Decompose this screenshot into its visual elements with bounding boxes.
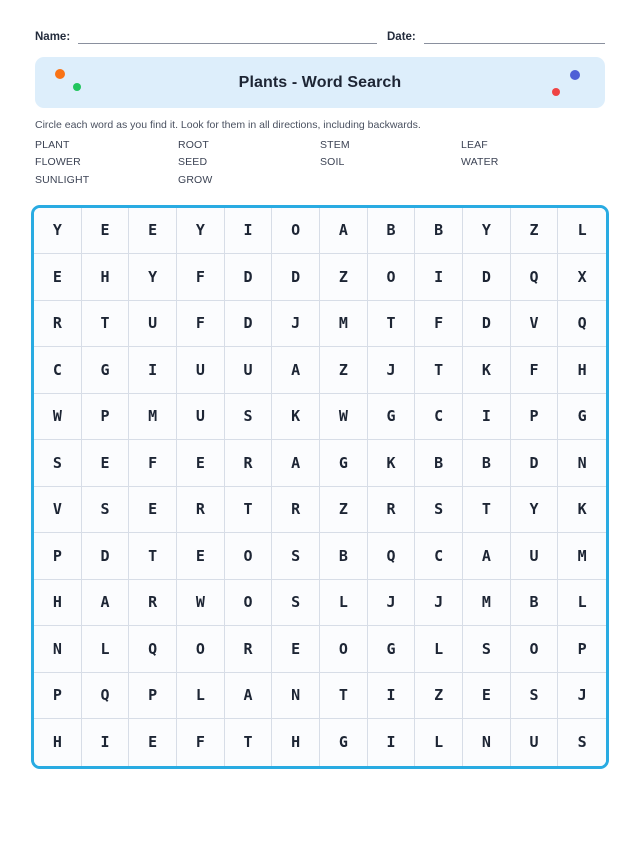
word-list-item[interactable]: FLOWER (35, 156, 81, 169)
word-list-item[interactable]: GROW (178, 174, 213, 187)
grid-cell[interactable]: W (177, 580, 225, 627)
grid-cell[interactable]: M (463, 580, 511, 627)
name-field-group (35, 30, 387, 44)
grid-cell[interactable]: P (511, 394, 559, 441)
grid-cell[interactable]: I (463, 394, 511, 441)
title-banner (35, 57, 605, 108)
instructions-text: Circle each word as you find it. Look for them in all directions, including backwards. (35, 119, 421, 131)
grid-cell[interactable]: P (558, 626, 606, 673)
grid-cell[interactable]: D (272, 254, 320, 301)
grid-cell[interactable]: E (129, 719, 177, 766)
grid-cell[interactable]: I (129, 347, 177, 394)
grid-cell[interactable]: E (463, 673, 511, 720)
grid-cell[interactable]: T (82, 301, 130, 348)
name-date-row (0, 30, 640, 44)
grid-cell[interactable]: Q (558, 301, 606, 348)
grid-cell[interactable]: D (82, 533, 130, 580)
orange-dot-icon (55, 69, 65, 79)
grid-cell[interactable]: O (320, 626, 368, 673)
grid-cell[interactable]: M (129, 394, 177, 441)
grid-cell[interactable]: H (272, 719, 320, 766)
red-dot-icon (552, 88, 560, 96)
grid-cell[interactable]: O (225, 533, 273, 580)
grid-cell[interactable]: O (368, 254, 416, 301)
grid-cell[interactable]: B (368, 208, 416, 255)
grid-cell[interactable]: Y (177, 208, 225, 255)
grid-cell[interactable]: D (225, 301, 273, 348)
grid-cell[interactable]: D (511, 440, 559, 487)
grid-cell[interactable]: A (463, 533, 511, 580)
grid-cell[interactable]: G (368, 626, 416, 673)
grid-cell[interactable]: A (272, 347, 320, 394)
grid-cell[interactable]: R (368, 487, 416, 534)
grid-cell[interactable]: U (177, 394, 225, 441)
blue-dot-icon (570, 70, 580, 80)
grid-cell[interactable]: E (177, 533, 225, 580)
grid-cell[interactable]: W (34, 394, 82, 441)
grid-cell[interactable]: M (320, 301, 368, 348)
grid-cell[interactable]: C (415, 533, 463, 580)
grid-cell[interactable]: B (463, 440, 511, 487)
grid-cell[interactable]: S (511, 673, 559, 720)
grid-cell[interactable]: O (272, 208, 320, 255)
grid-cell[interactable]: C (34, 347, 82, 394)
grid-cell[interactable]: D (463, 301, 511, 348)
grid-cell[interactable]: C (415, 394, 463, 441)
grid-cell[interactable]: H (34, 719, 82, 766)
grid-cell[interactable]: H (558, 347, 606, 394)
grid-cell[interactable]: T (320, 673, 368, 720)
grid-cell[interactable]: A (82, 580, 130, 627)
grid-cell[interactable]: R (225, 626, 273, 673)
grid-cell[interactable]: A (225, 673, 273, 720)
worksheet-page (0, 30, 640, 859)
grid-cell[interactable]: S (415, 487, 463, 534)
grid-cell[interactable]: L (415, 626, 463, 673)
grid-cell[interactable]: V (511, 301, 559, 348)
green-dot-icon (73, 83, 81, 91)
grid-cell[interactable]: S (558, 719, 606, 766)
grid-cell[interactable]: P (129, 673, 177, 720)
grid-cell[interactable]: P (34, 673, 82, 720)
grid-cell[interactable]: Q (368, 533, 416, 580)
grid-cell[interactable]: S (225, 394, 273, 441)
grid-cell[interactable]: R (34, 301, 82, 348)
grid-cell[interactable]: K (272, 394, 320, 441)
grid-cell[interactable]: N (34, 626, 82, 673)
date-field-group (387, 30, 605, 44)
grid-cell[interactable]: S (82, 487, 130, 534)
grid-cell[interactable]: Y (511, 487, 559, 534)
grid-cell[interactable]: M (558, 533, 606, 580)
name-label: Name: (35, 31, 71, 43)
name-input-line[interactable] (78, 30, 377, 44)
grid-cell[interactable]: Y (129, 254, 177, 301)
grid-cell[interactable]: I (225, 208, 273, 255)
grid-cell[interactable]: A (320, 208, 368, 255)
grid-cell[interactable]: L (320, 580, 368, 627)
grid-cell[interactable]: N (272, 673, 320, 720)
grid-cell[interactable]: T (225, 719, 273, 766)
grid-cell[interactable]: K (368, 440, 416, 487)
grid-cell[interactable]: G (320, 719, 368, 766)
grid-cell[interactable]: F (415, 301, 463, 348)
grid-cell[interactable]: Z (320, 347, 368, 394)
grid-cell[interactable]: L (558, 580, 606, 627)
word-search-grid[interactable] (34, 208, 606, 766)
grid-cell[interactable]: Q (129, 626, 177, 673)
grid-cell[interactable]: D (463, 254, 511, 301)
grid-cell[interactable]: T (368, 301, 416, 348)
grid-cell[interactable]: B (415, 440, 463, 487)
grid-cell[interactable]: S (463, 626, 511, 673)
grid-cell[interactable]: J (368, 580, 416, 627)
word-list-item[interactable]: WATER (461, 156, 499, 169)
grid-cell[interactable]: F (129, 440, 177, 487)
grid-cell[interactable]: Z (320, 254, 368, 301)
grid-cell[interactable]: E (82, 440, 130, 487)
grid-cell[interactable]: S (34, 440, 82, 487)
grid-cell[interactable]: R (225, 440, 273, 487)
word-list-item[interactable]: SUNLIGHT (35, 174, 90, 187)
grid-cell[interactable]: T (129, 533, 177, 580)
grid-cell[interactable]: L (82, 626, 130, 673)
grid-cell[interactable]: P (34, 533, 82, 580)
grid-cell[interactable]: F (177, 719, 225, 766)
grid-cell[interactable]: Z (511, 208, 559, 255)
grid-cell[interactable]: T (225, 487, 273, 534)
grid-cell[interactable]: E (177, 440, 225, 487)
grid-cell[interactable]: J (272, 301, 320, 348)
grid-cell[interactable]: U (225, 347, 273, 394)
grid-cell[interactable]: F (511, 347, 559, 394)
grid-cell[interactable]: R (129, 580, 177, 627)
grid-cell[interactable]: V (34, 487, 82, 534)
grid-cell[interactable]: D (225, 254, 273, 301)
word-list-item[interactable]: PLANT (35, 138, 70, 151)
grid-cell[interactable]: I (368, 719, 416, 766)
grid-cell[interactable]: R (272, 487, 320, 534)
grid-cell[interactable]: G (558, 394, 606, 441)
grid-cell[interactable]: U (511, 719, 559, 766)
grid-cell[interactable]: Q (82, 673, 130, 720)
grid-cell[interactable]: U (511, 533, 559, 580)
grid-cell[interactable]: Z (320, 487, 368, 534)
grid-cell[interactable]: T (463, 487, 511, 534)
grid-cell[interactable]: B (415, 208, 463, 255)
grid-cell[interactable]: S (272, 533, 320, 580)
grid-cell[interactable]: F (177, 301, 225, 348)
word-list-item[interactable]: LEAF (461, 138, 488, 151)
grid-cell[interactable]: T (415, 347, 463, 394)
grid-cell[interactable]: G (368, 394, 416, 441)
word-list (35, 138, 605, 188)
word-list-item[interactable]: SOIL (320, 156, 345, 169)
grid-cell[interactable]: X (558, 254, 606, 301)
grid-cell[interactable]: K (558, 487, 606, 534)
grid-cell[interactable]: S (272, 580, 320, 627)
grid-cell[interactable]: O (177, 626, 225, 673)
grid-cell[interactable]: L (558, 208, 606, 255)
grid-cell[interactable]: K (463, 347, 511, 394)
grid-cell[interactable]: N (558, 440, 606, 487)
grid-cell[interactable]: E (129, 208, 177, 255)
grid-cell[interactable]: W (320, 394, 368, 441)
grid-cell[interactable]: L (177, 673, 225, 720)
date-input-line[interactable] (424, 30, 605, 44)
grid-cell[interactable]: E (82, 208, 130, 255)
grid-cell[interactable]: B (320, 533, 368, 580)
word-search-grid-container (31, 205, 609, 769)
grid-cell[interactable]: A (272, 440, 320, 487)
grid-cell[interactable]: I (82, 719, 130, 766)
grid-cell[interactable]: R (177, 487, 225, 534)
grid-cell[interactable]: Z (415, 673, 463, 720)
word-list-item[interactable]: STEM (320, 138, 350, 151)
grid-cell[interactable]: H (34, 580, 82, 627)
grid-cell[interactable]: J (415, 580, 463, 627)
grid-cell[interactable]: B (511, 580, 559, 627)
grid-cell[interactable]: N (463, 719, 511, 766)
grid-cell[interactable]: G (320, 440, 368, 487)
word-list-item[interactable]: ROOT (178, 138, 209, 151)
date-label: Date: (387, 31, 416, 43)
page-title: Plants - Word Search (238, 73, 402, 91)
grid-cell[interactable]: I (415, 254, 463, 301)
grid-cell[interactable]: Q (511, 254, 559, 301)
grid-cell[interactable]: O (225, 580, 273, 627)
grid-cell[interactable]: J (558, 673, 606, 720)
grid-cell[interactable]: U (129, 301, 177, 348)
grid-cell[interactable]: Y (463, 208, 511, 255)
grid-cell[interactable]: E (34, 254, 82, 301)
grid-cell[interactable]: Y (34, 208, 82, 255)
grid-cell[interactable]: E (272, 626, 320, 673)
grid-cell[interactable]: L (415, 719, 463, 766)
grid-cell[interactable]: H (82, 254, 130, 301)
word-list-item[interactable]: SEED (178, 156, 208, 169)
grid-cell[interactable]: O (511, 626, 559, 673)
grid-cell[interactable]: F (177, 254, 225, 301)
grid-cell[interactable]: E (129, 487, 177, 534)
grid-cell[interactable]: J (368, 347, 416, 394)
grid-cell[interactable]: I (368, 673, 416, 720)
grid-cell[interactable]: U (177, 347, 225, 394)
grid-cell[interactable]: P (82, 394, 130, 441)
grid-cell[interactable]: G (82, 347, 130, 394)
